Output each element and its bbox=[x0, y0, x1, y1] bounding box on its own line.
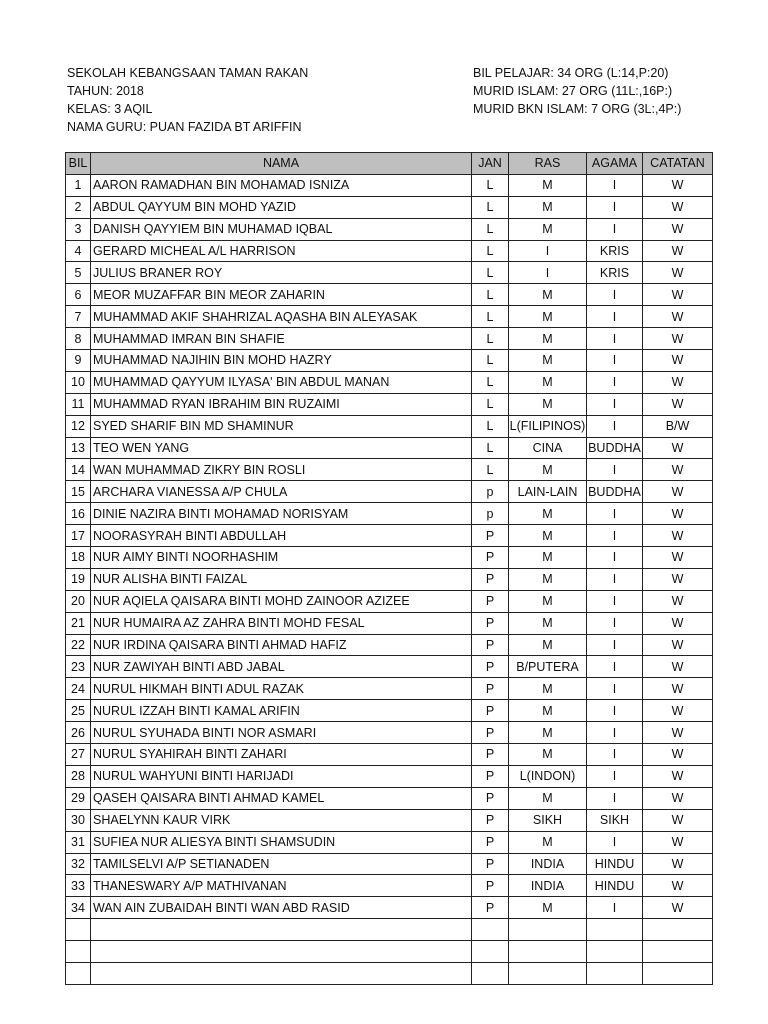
cell-jan: L bbox=[472, 328, 509, 350]
cell-catatan: W bbox=[643, 371, 713, 393]
cell-ras: CINA bbox=[509, 437, 587, 459]
cell-nama: MEOR MUZAFFAR BIN MEOR ZAHARIN bbox=[91, 284, 472, 306]
cell-agama: KRIS bbox=[587, 240, 643, 262]
table-row bbox=[66, 744, 713, 766]
cell-ras: M bbox=[509, 831, 587, 853]
cell-agama: I bbox=[587, 350, 643, 372]
cell-jan: P bbox=[472, 809, 509, 831]
year: TAHUN: 2018 bbox=[67, 84, 144, 98]
cell-nama: NUR ZAWIYAH BINTI ABD JABAL bbox=[91, 656, 472, 678]
cell-jan: P bbox=[472, 722, 509, 744]
cell-nama: AARON RAMADHAN BIN MOHAMAD ISNIZA bbox=[91, 174, 472, 196]
header-right bbox=[473, 64, 681, 118]
cell-nama: MUHAMMAD RYAN IBRAHIM BIN RUZAIMI bbox=[91, 393, 472, 415]
cell-ras: M bbox=[509, 306, 587, 328]
total-students: BIL PELAJAR: 34 ORG (L:14,P:20) bbox=[473, 66, 669, 80]
table-row bbox=[66, 174, 713, 196]
cell-jan: P bbox=[472, 897, 509, 919]
cell-catatan: W bbox=[643, 634, 713, 656]
cell-ras: L(FILIPINOS) bbox=[509, 415, 587, 437]
muslim-students: MURID ISLAM: 27 ORG (11L:,16P:) bbox=[473, 84, 673, 98]
cell-jan: P bbox=[472, 853, 509, 875]
cell-bil: 26 bbox=[66, 722, 91, 744]
cell-jan: L bbox=[472, 350, 509, 372]
cell-agama: KRIS bbox=[587, 262, 643, 284]
cell-agama bbox=[587, 941, 643, 963]
cell-nama: QASEH QAISARA BINTI AHMAD KAMEL bbox=[91, 787, 472, 809]
column-header-jan: JAN bbox=[472, 153, 509, 175]
cell-ras: M bbox=[509, 722, 587, 744]
cell-agama: BUDDHA bbox=[587, 481, 643, 503]
column-header-catatan: CATATAN bbox=[643, 153, 713, 175]
table-row bbox=[66, 437, 713, 459]
cell-catatan: W bbox=[643, 568, 713, 590]
table-row bbox=[66, 240, 713, 262]
cell-bil: 9 bbox=[66, 350, 91, 372]
cell-nama: NUR IRDINA QAISARA BINTI AHMAD HAFIZ bbox=[91, 634, 472, 656]
cell-catatan bbox=[643, 941, 713, 963]
cell-jan: P bbox=[472, 831, 509, 853]
table-row bbox=[66, 787, 713, 809]
cell-bil: 15 bbox=[66, 481, 91, 503]
table-row bbox=[66, 371, 713, 393]
cell-catatan: W bbox=[643, 306, 713, 328]
cell-bil: 5 bbox=[66, 262, 91, 284]
cell-catatan: W bbox=[643, 196, 713, 218]
cell-agama: I bbox=[587, 306, 643, 328]
cell-agama: I bbox=[587, 634, 643, 656]
table-row bbox=[66, 284, 713, 306]
cell-bil: 27 bbox=[66, 744, 91, 766]
cell-agama: I bbox=[587, 700, 643, 722]
cell-jan: L bbox=[472, 284, 509, 306]
cell-catatan: W bbox=[643, 897, 713, 919]
cell-nama: MUHAMMAD AKIF SHAHRIZAL AQASHA BIN ALEYASAK bbox=[91, 306, 472, 328]
cell-jan: P bbox=[472, 656, 509, 678]
table-row bbox=[66, 415, 713, 437]
cell-ras bbox=[509, 941, 587, 963]
cell-nama: NUR HUMAIRA AZ ZAHRA BINTI MOHD FESAL bbox=[91, 612, 472, 634]
cell-catatan: W bbox=[643, 218, 713, 240]
cell-ras: M bbox=[509, 634, 587, 656]
cell-agama: SIKH bbox=[587, 809, 643, 831]
cell-catatan: W bbox=[643, 700, 713, 722]
table-row bbox=[66, 590, 713, 612]
teacher-name: NAMA GURU: PUAN FAZIDA BT ARIFFIN bbox=[67, 120, 302, 134]
cell-bil bbox=[66, 962, 91, 984]
cell-agama: I bbox=[587, 590, 643, 612]
cell-agama: I bbox=[587, 328, 643, 350]
cell-agama: I bbox=[587, 503, 643, 525]
table-row bbox=[66, 612, 713, 634]
cell-nama: NUR AIMY BINTI NOORHASHIM bbox=[91, 547, 472, 569]
cell-catatan: W bbox=[643, 174, 713, 196]
cell-catatan: W bbox=[643, 875, 713, 897]
cell-nama: NURUL IZZAH BINTI KAMAL ARIFIN bbox=[91, 700, 472, 722]
cell-nama: MUHAMMAD NAJIHIN BIN MOHD HAZRY bbox=[91, 350, 472, 372]
cell-bil: 3 bbox=[66, 218, 91, 240]
cell-agama: I bbox=[587, 897, 643, 919]
cell-bil: 2 bbox=[66, 196, 91, 218]
cell-ras: I bbox=[509, 240, 587, 262]
cell-bil: 17 bbox=[66, 525, 91, 547]
cell-catatan: W bbox=[643, 722, 713, 744]
cell-bil: 10 bbox=[66, 371, 91, 393]
cell-bil: 20 bbox=[66, 590, 91, 612]
cell-ras: M bbox=[509, 174, 587, 196]
cell-jan: L bbox=[472, 218, 509, 240]
cell-jan bbox=[472, 962, 509, 984]
table-header-row bbox=[66, 153, 713, 175]
table-row bbox=[66, 722, 713, 744]
class-name: KELAS: 3 AQIL bbox=[67, 102, 153, 116]
table-row bbox=[66, 941, 713, 963]
cell-catatan: W bbox=[643, 284, 713, 306]
table-row bbox=[66, 634, 713, 656]
table-row bbox=[66, 196, 713, 218]
cell-ras: INDIA bbox=[509, 875, 587, 897]
cell-agama: I bbox=[587, 831, 643, 853]
cell-jan bbox=[472, 941, 509, 963]
cell-ras: M bbox=[509, 459, 587, 481]
cell-nama: NOORASYRAH BINTI ABDULLAH bbox=[91, 525, 472, 547]
cell-jan: L bbox=[472, 393, 509, 415]
cell-jan: L bbox=[472, 262, 509, 284]
cell-jan: P bbox=[472, 744, 509, 766]
cell-ras: M bbox=[509, 568, 587, 590]
cell-nama: WAN MUHAMMAD ZIKRY BIN ROSLI bbox=[91, 459, 472, 481]
cell-nama: ARCHARA VIANESSA A/P CHULA bbox=[91, 481, 472, 503]
cell-agama: I bbox=[587, 196, 643, 218]
cell-jan: P bbox=[472, 547, 509, 569]
cell-agama: I bbox=[587, 174, 643, 196]
cell-jan: L bbox=[472, 415, 509, 437]
cell-bil: 14 bbox=[66, 459, 91, 481]
cell-jan: P bbox=[472, 568, 509, 590]
cell-jan: L bbox=[472, 196, 509, 218]
table-row bbox=[66, 481, 713, 503]
cell-catatan: W bbox=[643, 547, 713, 569]
cell-catatan bbox=[643, 962, 713, 984]
cell-catatan: W bbox=[643, 853, 713, 875]
cell-bil: 24 bbox=[66, 678, 91, 700]
header-left bbox=[67, 64, 308, 136]
table-row bbox=[66, 525, 713, 547]
cell-ras: M bbox=[509, 350, 587, 372]
cell-ras: INDIA bbox=[509, 853, 587, 875]
cell-ras bbox=[509, 962, 587, 984]
non-muslim-students: MURID BKN ISLAM: 7 ORG (3L:,4P:) bbox=[473, 102, 682, 116]
table-row bbox=[66, 962, 713, 984]
cell-nama: SHAELYNN KAUR VIRK bbox=[91, 809, 472, 831]
cell-ras: SIKH bbox=[509, 809, 587, 831]
cell-bil: 29 bbox=[66, 787, 91, 809]
cell-jan: P bbox=[472, 787, 509, 809]
cell-nama bbox=[91, 941, 472, 963]
cell-bil: 4 bbox=[66, 240, 91, 262]
cell-catatan: W bbox=[643, 437, 713, 459]
cell-nama: SYED SHARIF BIN MD SHAMINUR bbox=[91, 415, 472, 437]
table-row bbox=[66, 765, 713, 787]
cell-nama: JULIUS BRANER ROY bbox=[91, 262, 472, 284]
cell-nama: ABDUL QAYYUM BIN MOHD YAZID bbox=[91, 196, 472, 218]
cell-bil: 31 bbox=[66, 831, 91, 853]
student-roster-table bbox=[65, 152, 713, 985]
cell-bil: 16 bbox=[66, 503, 91, 525]
cell-ras: L(INDON) bbox=[509, 765, 587, 787]
table-row bbox=[66, 700, 713, 722]
cell-ras: M bbox=[509, 547, 587, 569]
cell-nama: NURUL HIKMAH BINTI ADUL RAZAK bbox=[91, 678, 472, 700]
cell-catatan: W bbox=[643, 393, 713, 415]
cell-bil: 13 bbox=[66, 437, 91, 459]
cell-jan: P bbox=[472, 634, 509, 656]
cell-agama: I bbox=[587, 722, 643, 744]
table-row bbox=[66, 262, 713, 284]
cell-ras: M bbox=[509, 700, 587, 722]
cell-agama: I bbox=[587, 656, 643, 678]
cell-jan: p bbox=[472, 481, 509, 503]
cell-catatan: W bbox=[643, 787, 713, 809]
cell-agama: I bbox=[587, 218, 643, 240]
table-row bbox=[66, 459, 713, 481]
cell-nama: NURUL SYAHIRAH BINTI ZAHARI bbox=[91, 744, 472, 766]
cell-jan: L bbox=[472, 174, 509, 196]
cell-catatan: W bbox=[643, 503, 713, 525]
cell-jan: P bbox=[472, 612, 509, 634]
cell-agama: I bbox=[587, 284, 643, 306]
cell-nama: NURUL SYUHADA BINTI NOR ASMARI bbox=[91, 722, 472, 744]
cell-catatan: W bbox=[643, 831, 713, 853]
cell-catatan bbox=[643, 919, 713, 941]
cell-bil: 33 bbox=[66, 875, 91, 897]
table-row bbox=[66, 568, 713, 590]
table-row bbox=[66, 503, 713, 525]
cell-catatan: W bbox=[643, 328, 713, 350]
cell-ras: M bbox=[509, 328, 587, 350]
cell-nama: NUR AQIELA QAISARA BINTI MOHD ZAINOOR AZIZEE bbox=[91, 590, 472, 612]
cell-ras: M bbox=[509, 744, 587, 766]
table-row bbox=[66, 875, 713, 897]
cell-agama: I bbox=[587, 459, 643, 481]
cell-catatan: W bbox=[643, 481, 713, 503]
cell-bil: 7 bbox=[66, 306, 91, 328]
cell-bil: 32 bbox=[66, 853, 91, 875]
cell-jan: P bbox=[472, 700, 509, 722]
cell-bil: 25 bbox=[66, 700, 91, 722]
cell-agama: HINDU bbox=[587, 853, 643, 875]
table-body bbox=[66, 174, 713, 984]
cell-nama: MUHAMMAD IMRAN BIN SHAFIE bbox=[91, 328, 472, 350]
cell-nama: NUR ALISHA BINTI FAIZAL bbox=[91, 568, 472, 590]
cell-nama bbox=[91, 919, 472, 941]
cell-agama: I bbox=[587, 765, 643, 787]
cell-ras bbox=[509, 919, 587, 941]
cell-agama bbox=[587, 962, 643, 984]
cell-ras: B/PUTERA bbox=[509, 656, 587, 678]
cell-ras: I bbox=[509, 262, 587, 284]
cell-bil: 8 bbox=[66, 328, 91, 350]
cell-bil: 23 bbox=[66, 656, 91, 678]
cell-agama: I bbox=[587, 547, 643, 569]
cell-jan: P bbox=[472, 765, 509, 787]
cell-ras: M bbox=[509, 284, 587, 306]
cell-nama: WAN AIN ZUBAIDAH BINTI WAN ABD RASID bbox=[91, 897, 472, 919]
cell-bil: 12 bbox=[66, 415, 91, 437]
cell-bil: 22 bbox=[66, 634, 91, 656]
cell-ras: M bbox=[509, 503, 587, 525]
cell-bil: 19 bbox=[66, 568, 91, 590]
cell-catatan: W bbox=[643, 678, 713, 700]
cell-nama: GERARD MICHEAL A/L HARRISON bbox=[91, 240, 472, 262]
cell-catatan: W bbox=[643, 765, 713, 787]
cell-agama: I bbox=[587, 525, 643, 547]
cell-catatan: W bbox=[643, 809, 713, 831]
cell-bil: 21 bbox=[66, 612, 91, 634]
school-name: SEKOLAH KEBANGSAAN TAMAN RAKAN bbox=[67, 66, 309, 80]
cell-ras: M bbox=[509, 196, 587, 218]
cell-bil: 18 bbox=[66, 547, 91, 569]
cell-catatan: W bbox=[643, 459, 713, 481]
cell-jan: P bbox=[472, 875, 509, 897]
cell-agama: I bbox=[587, 568, 643, 590]
cell-agama: HINDU bbox=[587, 875, 643, 897]
cell-nama: THANESWARY A/P MATHIVANAN bbox=[91, 875, 472, 897]
cell-nama bbox=[91, 962, 472, 984]
cell-jan bbox=[472, 919, 509, 941]
cell-catatan: W bbox=[643, 525, 713, 547]
cell-agama: I bbox=[587, 612, 643, 634]
table-row bbox=[66, 809, 713, 831]
cell-ras: M bbox=[509, 393, 587, 415]
cell-catatan: B/W bbox=[643, 415, 713, 437]
cell-jan: P bbox=[472, 590, 509, 612]
cell-agama: I bbox=[587, 415, 643, 437]
cell-ras: M bbox=[509, 678, 587, 700]
cell-nama: MUHAMMAD QAYYUM ILYASA' BIN ABDUL MANAN bbox=[91, 371, 472, 393]
cell-catatan: W bbox=[643, 590, 713, 612]
table-row bbox=[66, 218, 713, 240]
cell-catatan: W bbox=[643, 656, 713, 678]
cell-agama: I bbox=[587, 371, 643, 393]
cell-agama bbox=[587, 919, 643, 941]
cell-agama: I bbox=[587, 393, 643, 415]
cell-jan: L bbox=[472, 306, 509, 328]
cell-nama: NURUL WAHYUNI BINTI HARIJADI bbox=[91, 765, 472, 787]
table-row bbox=[66, 831, 713, 853]
cell-bil: 6 bbox=[66, 284, 91, 306]
cell-ras: M bbox=[509, 612, 587, 634]
cell-bil: 11 bbox=[66, 393, 91, 415]
table-row bbox=[66, 328, 713, 350]
cell-ras: M bbox=[509, 590, 587, 612]
cell-jan: p bbox=[472, 503, 509, 525]
cell-bil bbox=[66, 919, 91, 941]
cell-nama: DANISH QAYYIEM BIN MUHAMAD IQBAL bbox=[91, 218, 472, 240]
cell-ras: M bbox=[509, 218, 587, 240]
cell-jan: L bbox=[472, 459, 509, 481]
cell-agama: BUDDHA bbox=[587, 437, 643, 459]
cell-agama: I bbox=[587, 787, 643, 809]
cell-bil bbox=[66, 941, 91, 963]
cell-ras: M bbox=[509, 897, 587, 919]
cell-ras: LAIN-LAIN bbox=[509, 481, 587, 503]
column-header-nama: NAMA bbox=[91, 153, 472, 175]
column-header-ras: RAS bbox=[509, 153, 587, 175]
table-row bbox=[66, 547, 713, 569]
cell-catatan: W bbox=[643, 612, 713, 634]
cell-ras: M bbox=[509, 525, 587, 547]
cell-nama: DINIE NAZIRA BINTI MOHAMAD NORISYAM bbox=[91, 503, 472, 525]
table-row bbox=[66, 306, 713, 328]
cell-jan: P bbox=[472, 678, 509, 700]
cell-nama: TAMILSELVI A/P SETIANADEN bbox=[91, 853, 472, 875]
table-row bbox=[66, 678, 713, 700]
cell-jan: L bbox=[472, 437, 509, 459]
column-header-agama: AGAMA bbox=[587, 153, 643, 175]
cell-jan: L bbox=[472, 240, 509, 262]
cell-jan: P bbox=[472, 525, 509, 547]
table-row bbox=[66, 853, 713, 875]
table-row bbox=[66, 897, 713, 919]
cell-agama: I bbox=[587, 744, 643, 766]
cell-jan: L bbox=[472, 371, 509, 393]
cell-catatan: W bbox=[643, 350, 713, 372]
cell-bil: 34 bbox=[66, 897, 91, 919]
cell-catatan: W bbox=[643, 262, 713, 284]
cell-bil: 1 bbox=[66, 174, 91, 196]
cell-catatan: W bbox=[643, 240, 713, 262]
cell-bil: 28 bbox=[66, 765, 91, 787]
table-row bbox=[66, 919, 713, 941]
cell-bil: 30 bbox=[66, 809, 91, 831]
table-row bbox=[66, 656, 713, 678]
cell-catatan: W bbox=[643, 744, 713, 766]
cell-nama: TEO WEN YANG bbox=[91, 437, 472, 459]
table-row bbox=[66, 393, 713, 415]
column-header-bil: BIL bbox=[66, 153, 91, 175]
cell-ras: M bbox=[509, 787, 587, 809]
table-row bbox=[66, 350, 713, 372]
cell-agama: I bbox=[587, 678, 643, 700]
cell-nama: SUFIEA NUR ALIESYA BINTI SHAMSUDIN bbox=[91, 831, 472, 853]
cell-ras: M bbox=[509, 371, 587, 393]
